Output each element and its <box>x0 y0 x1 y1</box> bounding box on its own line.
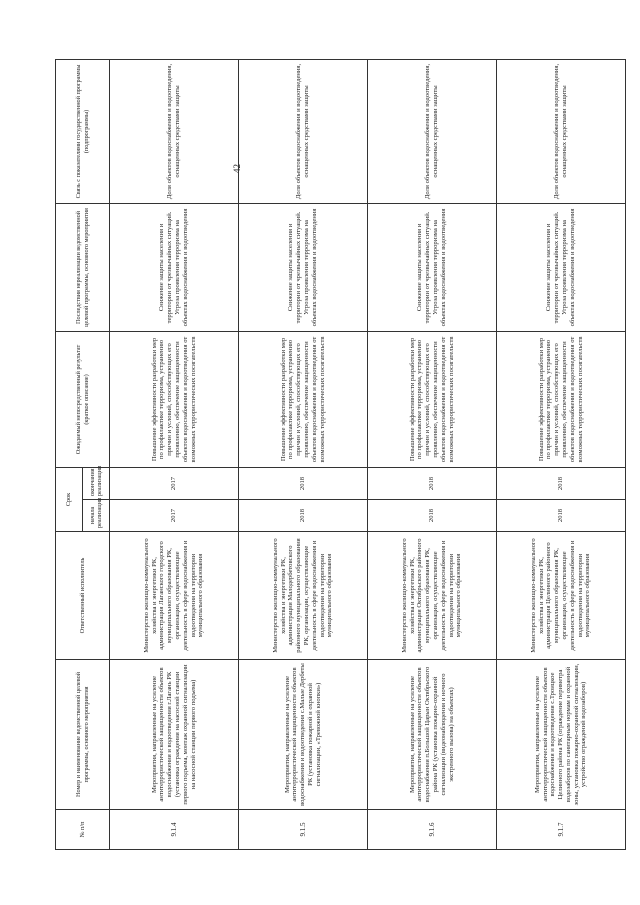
header-term: Срок <box>56 467 83 531</box>
row-link: Доля объектов водоснабжения и водоотведения, оснащенных средствами защиты <box>239 59 368 203</box>
row-result: Повышение эффективности разработки мер по профилактике терроризма, устранению причин и условий, способствующих его проявлению, обеспечение защищенности объектов водоснабжения и водоотведения от возможных террористических посягательств <box>110 331 239 467</box>
program-table <box>55 59 626 850</box>
header-num: № п/п <box>56 810 110 850</box>
table-row <box>497 59 626 849</box>
row-name: Мероприятия, направленные на усиление антитеррористической защищенности объектов водоснабжения п.Большой Царын Октябрьского района РК (установка пожарно-охранной сигнализации (видеонаблюдения и ночного экстренного вызова) на объектах) <box>368 660 497 810</box>
row-start: 2018 <box>368 500 497 532</box>
header-name: Номер и наименование ведомственной целевой программы, основного мероприятия <box>56 660 110 810</box>
row-start: 2018 <box>239 500 368 532</box>
row-result: Повышение эффективности разработки мер по профилактике терроризма, устранению причин и условий, способствующих его проявлению, обеспечение защищенности объектов водоснабжения и водоотведения от возможных террористических посягательств <box>239 331 368 467</box>
row-end: 2017 <box>110 467 239 499</box>
row-end: 2018 <box>497 467 626 499</box>
row-name: Мероприятия, направленные на усиление антитеррористической защищенности объектов водоснабжения и водоотведения с.Малые Дербеты РК (установка пожарной и охранной сигнализации, «Тревожной кнопки») <box>239 660 368 810</box>
table-row <box>368 59 497 849</box>
header-consequences: Последствия нереализации ведомственной целевой программы, основного мероприятия <box>56 203 110 331</box>
row-start: 2017 <box>110 500 239 532</box>
row-name: Мероприятия, направленные на усиление антитеррористической защищенности объектов водоснабжения и водоотведения г.Лагань РК (установка ограждения на насосной станции первого подъема, монтаж охранной сигнализации на насосной станции первого подъема) <box>110 660 239 810</box>
header-executor: Ответственный исполнитель <box>56 532 110 660</box>
page-number: 42 <box>232 164 242 173</box>
row-end: 2018 <box>368 467 497 499</box>
header-link: Связь с показателями государственной программы (подпрограммы) <box>56 59 110 203</box>
row-start: 2018 <box>497 500 626 532</box>
row-result: Повышение эффективности разработки мер по профилактике терроризма, устранению причин и условий, способствующих его проявлению, обеспечение защищенности объектов водоснабжения и водоотведения от возможных террористических посягательств <box>497 331 626 467</box>
header-start: начала реализации <box>83 500 110 532</box>
row-link: Доля объектов водоснабжения и водоотведения, оснащенных средствами защиты <box>497 59 626 203</box>
row-consequences: Снижение защиты населения и территории от чрезвычайных ситуаций. Угроза проявления терроризма на объектах водоснабжения и водоотведения <box>110 203 239 331</box>
row-link: Доля объектов водоснабжения и водоотведения, оснащенных средствами защиты <box>110 59 239 203</box>
row-executor: Министерство жилищно-коммунального хозяйства и энергетики РК, администрация Лаганского городского муниципального образования РК, организации, осуществляющие деятельность в сфере водоснабжения и водоотведения на территории муниципального образования <box>110 532 239 660</box>
row-num: 9.1.5 <box>239 810 368 850</box>
row-consequences: Снижение защиты населения и территории от чрезвычайных ситуаций. Угроза проявления терроризма на объектах водоснабжения и водоотведения <box>239 203 368 331</box>
row-link: Доля объектов водоснабжения и водоотведения, оснащенных средствами защиты <box>368 59 497 203</box>
row-num: 9.1.4 <box>110 810 239 850</box>
header-result: Ожидаемый непосредственный результат (краткое описание) <box>56 331 110 467</box>
table-wrapper <box>55 60 626 850</box>
header-row-top <box>56 59 83 849</box>
row-consequences: Снижение защиты населения и территории от чрезвычайных ситуаций. Угроза проявления терроризма на объектах водоснабжения и водоотведения <box>368 203 497 331</box>
row-executor: Министерство жилищно-коммунального хозяйства и энергетики РК, администрация Малодербетовского районного муниципального образования РК, организации, осуществляющие деятельность в сфере водоснабжения и водоотведения на территории муниципального образования <box>239 532 368 660</box>
header-end: окончания реализации <box>83 467 110 499</box>
row-executor: Министерство жилищно-коммунального хозяйства и энергетики РК, администрация Октябрьского районного муниципального образования РК, организации, осуществляющие деятельность в сфере водоснабжения и водоотведения на территории муниципального образования <box>368 532 497 660</box>
row-result: Повышение эффективности разработки мер по профилактике терроризма, устранению причин и условий, способствующих его проявлению, обеспечение защищенности объектов водоснабжения и водоотведения от возможных террористических посягательств <box>368 331 497 467</box>
row-name: Мероприятия, направленные на усиление антитеррористической защищенности объектов водоснабжения и водоотведения с.Троицкое Целинного района РК (ограждение периметра водозаборов по санитарным нормам и охранной зоны, установка пожарно-охранной сигнализации, устройство ограждений водозаборов) <box>497 660 626 810</box>
row-num: 9.1.6 <box>368 810 497 850</box>
row-num: 9.1.7 <box>497 810 626 850</box>
table-row <box>239 59 368 849</box>
row-end: 2018 <box>239 467 368 499</box>
table-row <box>110 59 239 849</box>
row-executor: Министерство жилищно-коммунального хозяйства и энергетики РК, администрация Целинного районного муниципального образования РК, организации, осуществляющие деятельность в сфере водоснабжения и водоотведения на территории муниципального образования <box>497 532 626 660</box>
row-consequences: Снижение защиты населения и территории от чрезвычайных ситуаций. Угроза проявления терроризма на объектах водоснабжения и водоотведения <box>497 203 626 331</box>
